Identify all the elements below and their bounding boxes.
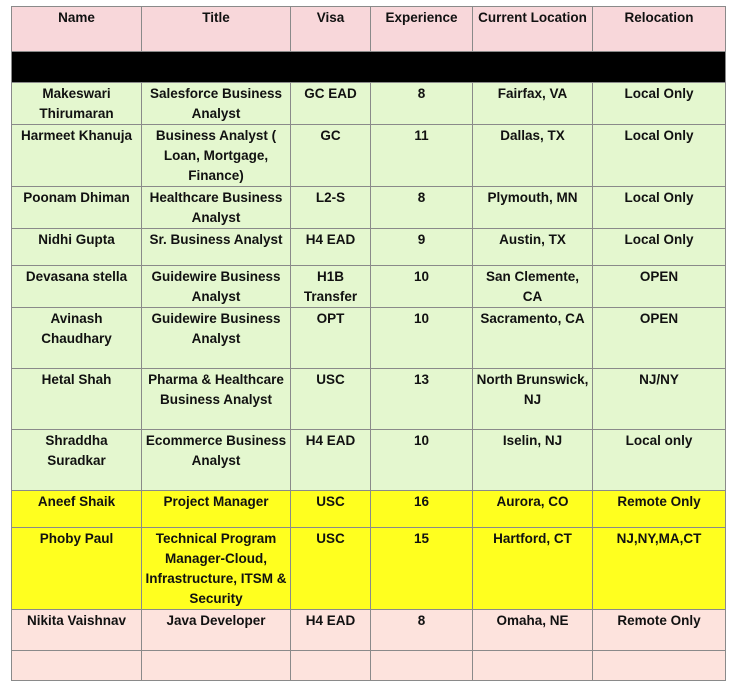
cell-title bbox=[142, 528, 291, 610]
cell-current-location bbox=[473, 229, 593, 266]
experience-text: 8 bbox=[417, 190, 426, 205]
table-row bbox=[12, 308, 726, 369]
title-text: Guidewire Business Analyst bbox=[151, 311, 281, 346]
cell-visa bbox=[291, 187, 371, 229]
cell-name bbox=[12, 369, 142, 430]
cell-relocation bbox=[593, 491, 726, 528]
cell-title bbox=[142, 266, 291, 308]
table-row bbox=[12, 187, 726, 229]
current-location-text: Dallas, TX bbox=[500, 128, 565, 143]
current-location-text: Sacramento, CA bbox=[480, 311, 585, 326]
cell-title bbox=[142, 187, 291, 229]
experience-text: 10 bbox=[413, 311, 430, 326]
relocation-text: NJ/NY bbox=[639, 372, 679, 387]
visa-text: H4 EAD bbox=[305, 232, 356, 247]
cell-title bbox=[142, 610, 291, 651]
relocation-text: OPEN bbox=[639, 269, 679, 284]
visa-text: L2-S bbox=[315, 190, 346, 205]
title-text bbox=[145, 651, 287, 652]
experience-text bbox=[374, 651, 469, 652]
name-text: Shraddha Suradkar bbox=[45, 433, 108, 468]
table-row bbox=[12, 229, 726, 266]
name-text: Harmeet Khanuja bbox=[20, 128, 133, 143]
title-text: Java Developer bbox=[166, 613, 266, 628]
cell-name bbox=[12, 266, 142, 308]
relocation-text: Local Only bbox=[624, 86, 694, 101]
cell-current-location bbox=[473, 369, 593, 430]
cell-experience bbox=[371, 369, 473, 430]
current-location-text: Aurora, CO bbox=[496, 494, 569, 509]
name-text: Hetal Shah bbox=[41, 372, 112, 387]
table-row bbox=[12, 369, 726, 430]
current-location-text: Fairfax, VA bbox=[497, 86, 568, 101]
title-text: Business Analyst ( Loan, Mortgage, Finance) bbox=[155, 128, 277, 183]
header-relocation: Relocation bbox=[593, 7, 726, 52]
cell-experience bbox=[371, 229, 473, 266]
title-text: Sr. Business Analyst bbox=[149, 232, 283, 247]
relocation-text: NJ,NY,MA,CT bbox=[616, 531, 702, 546]
cell-visa bbox=[291, 528, 371, 610]
header-row bbox=[12, 7, 726, 52]
table-row bbox=[12, 528, 726, 610]
cell-name bbox=[12, 430, 142, 491]
cell-title bbox=[142, 651, 291, 681]
cell-current-location bbox=[473, 83, 593, 125]
visa-text: OPT bbox=[316, 311, 345, 326]
name-text: Makeswari Thirumaran bbox=[39, 86, 114, 121]
relocation-text bbox=[596, 651, 722, 652]
visa-text: H4 EAD bbox=[305, 433, 356, 448]
table-row bbox=[12, 125, 726, 187]
title-text: Project Manager bbox=[163, 494, 269, 509]
cell-experience bbox=[371, 610, 473, 651]
cell-visa bbox=[291, 125, 371, 187]
cell-relocation bbox=[593, 229, 726, 266]
title-text: Salesforce Business Analyst bbox=[149, 86, 283, 121]
cell-current-location bbox=[473, 125, 593, 187]
name-text: Nikita Vaishnav bbox=[26, 613, 127, 628]
name-text: Poonam Dhiman bbox=[23, 190, 130, 205]
cell-visa bbox=[291, 308, 371, 369]
cell-visa bbox=[291, 266, 371, 308]
cell-current-location bbox=[473, 651, 593, 681]
relocation-text: Remote Only bbox=[617, 494, 701, 509]
title-text: Ecommerce Business Analyst bbox=[145, 433, 287, 468]
cell-visa bbox=[291, 83, 371, 125]
cell-name bbox=[12, 83, 142, 125]
current-location-text: San Clemente, CA bbox=[485, 269, 580, 304]
cell-name bbox=[12, 491, 142, 528]
current-location-text: North Brunswick, NJ bbox=[476, 372, 589, 407]
cell-current-location bbox=[473, 187, 593, 229]
cell-relocation bbox=[593, 369, 726, 430]
current-location-text: Austin, TX bbox=[499, 232, 566, 247]
relocation-text: Local Only bbox=[624, 232, 694, 247]
current-location-text bbox=[476, 651, 589, 652]
current-location-text: Plymouth, MN bbox=[487, 190, 578, 205]
cell-experience bbox=[371, 187, 473, 229]
cell-relocation bbox=[593, 528, 726, 610]
cell-visa bbox=[291, 369, 371, 430]
title-text: Pharma & Healthcare Business Analyst bbox=[148, 372, 284, 407]
experience-text: 10 bbox=[413, 269, 430, 284]
cell-relocation bbox=[593, 651, 726, 681]
header-visa: Visa bbox=[291, 7, 371, 52]
visa-text: H4 EAD bbox=[305, 613, 356, 628]
header-current-location: Current Location bbox=[473, 7, 593, 52]
cell-name bbox=[12, 229, 142, 266]
cell-visa bbox=[291, 610, 371, 651]
relocation-text: Local only bbox=[625, 433, 693, 448]
cell-relocation bbox=[593, 430, 726, 491]
cell-experience bbox=[371, 308, 473, 369]
candidate-table bbox=[11, 6, 726, 681]
cell-experience bbox=[371, 83, 473, 125]
cell-current-location bbox=[473, 266, 593, 308]
relocation-text: Local Only bbox=[624, 128, 694, 143]
cell-current-location bbox=[473, 491, 593, 528]
experience-text: 8 bbox=[417, 86, 426, 101]
table-row bbox=[12, 491, 726, 528]
separator-bar bbox=[12, 52, 726, 83]
visa-text: GC bbox=[320, 128, 341, 143]
cell-title bbox=[142, 308, 291, 369]
name-text: Avinash Chaudhary bbox=[41, 311, 112, 346]
experience-text: 16 bbox=[413, 494, 430, 509]
visa-text: USC bbox=[316, 494, 345, 509]
relocation-text: OPEN bbox=[639, 311, 679, 326]
visa-text: H1B Transfer bbox=[303, 269, 358, 304]
experience-text: 13 bbox=[413, 372, 430, 387]
cell-current-location bbox=[473, 610, 593, 651]
cell-title bbox=[142, 229, 291, 266]
experience-text: 11 bbox=[414, 128, 429, 143]
experience-text: 15 bbox=[413, 531, 430, 546]
title-text: Healthcare Business Analyst bbox=[149, 190, 283, 225]
cell-current-location bbox=[473, 308, 593, 369]
table-row bbox=[12, 610, 726, 651]
cell-experience bbox=[371, 491, 473, 528]
cell-visa bbox=[291, 651, 371, 681]
visa-text: GC EAD bbox=[304, 86, 357, 101]
cell-relocation bbox=[593, 308, 726, 369]
cell-title bbox=[142, 430, 291, 491]
visa-text: USC bbox=[316, 372, 345, 387]
cell-relocation bbox=[593, 610, 726, 651]
cell-experience bbox=[371, 651, 473, 681]
current-location-text: Hartford, CT bbox=[493, 531, 572, 546]
cell-name bbox=[12, 187, 142, 229]
table-row bbox=[12, 651, 726, 681]
cell-name bbox=[12, 528, 142, 610]
cell-title bbox=[142, 369, 291, 430]
cell-name bbox=[12, 125, 142, 187]
cell-experience bbox=[371, 266, 473, 308]
cell-visa bbox=[291, 430, 371, 491]
cell-experience bbox=[371, 430, 473, 491]
title-text: Guidewire Business Analyst bbox=[151, 269, 281, 304]
visa-text: USC bbox=[316, 531, 345, 546]
experience-text: 9 bbox=[417, 232, 426, 247]
cell-name bbox=[12, 651, 142, 681]
table-body bbox=[12, 52, 726, 681]
cell-experience bbox=[371, 125, 473, 187]
name-text bbox=[15, 651, 138, 652]
visa-text bbox=[294, 651, 367, 652]
header-title: Title bbox=[142, 7, 291, 52]
relocation-text: Remote Only bbox=[617, 613, 701, 628]
relocation-text: Local Only bbox=[624, 190, 694, 205]
name-text: Nidhi Gupta bbox=[38, 232, 115, 247]
cell-name bbox=[12, 308, 142, 369]
name-text: Aneef Shaik bbox=[37, 494, 116, 509]
separator-row bbox=[12, 52, 726, 83]
cell-current-location bbox=[473, 528, 593, 610]
header-name: Name bbox=[12, 7, 142, 52]
name-text: Phoby Paul bbox=[39, 531, 114, 546]
title-text: Technical Program Manager-Cloud, Infrastructure, ITSM & Security bbox=[145, 531, 287, 606]
cell-relocation bbox=[593, 125, 726, 187]
cell-title bbox=[142, 83, 291, 125]
header-experience: Experience bbox=[371, 7, 473, 52]
cell-title bbox=[142, 125, 291, 187]
current-location-text: Omaha, NE bbox=[496, 613, 569, 628]
experience-text: 8 bbox=[417, 613, 426, 628]
cell-relocation bbox=[593, 187, 726, 229]
cell-visa bbox=[291, 491, 371, 528]
table-row bbox=[12, 266, 726, 308]
name-text: Devasana stella bbox=[25, 269, 128, 284]
cell-visa bbox=[291, 229, 371, 266]
current-location-text: Iselin, NJ bbox=[502, 433, 563, 448]
cell-relocation bbox=[593, 266, 726, 308]
cell-current-location bbox=[473, 430, 593, 491]
table-row bbox=[12, 430, 726, 491]
experience-text: 10 bbox=[413, 433, 430, 448]
table-row bbox=[12, 83, 726, 125]
cell-name bbox=[12, 610, 142, 651]
cell-experience bbox=[371, 528, 473, 610]
cell-relocation bbox=[593, 83, 726, 125]
cell-title bbox=[142, 491, 291, 528]
